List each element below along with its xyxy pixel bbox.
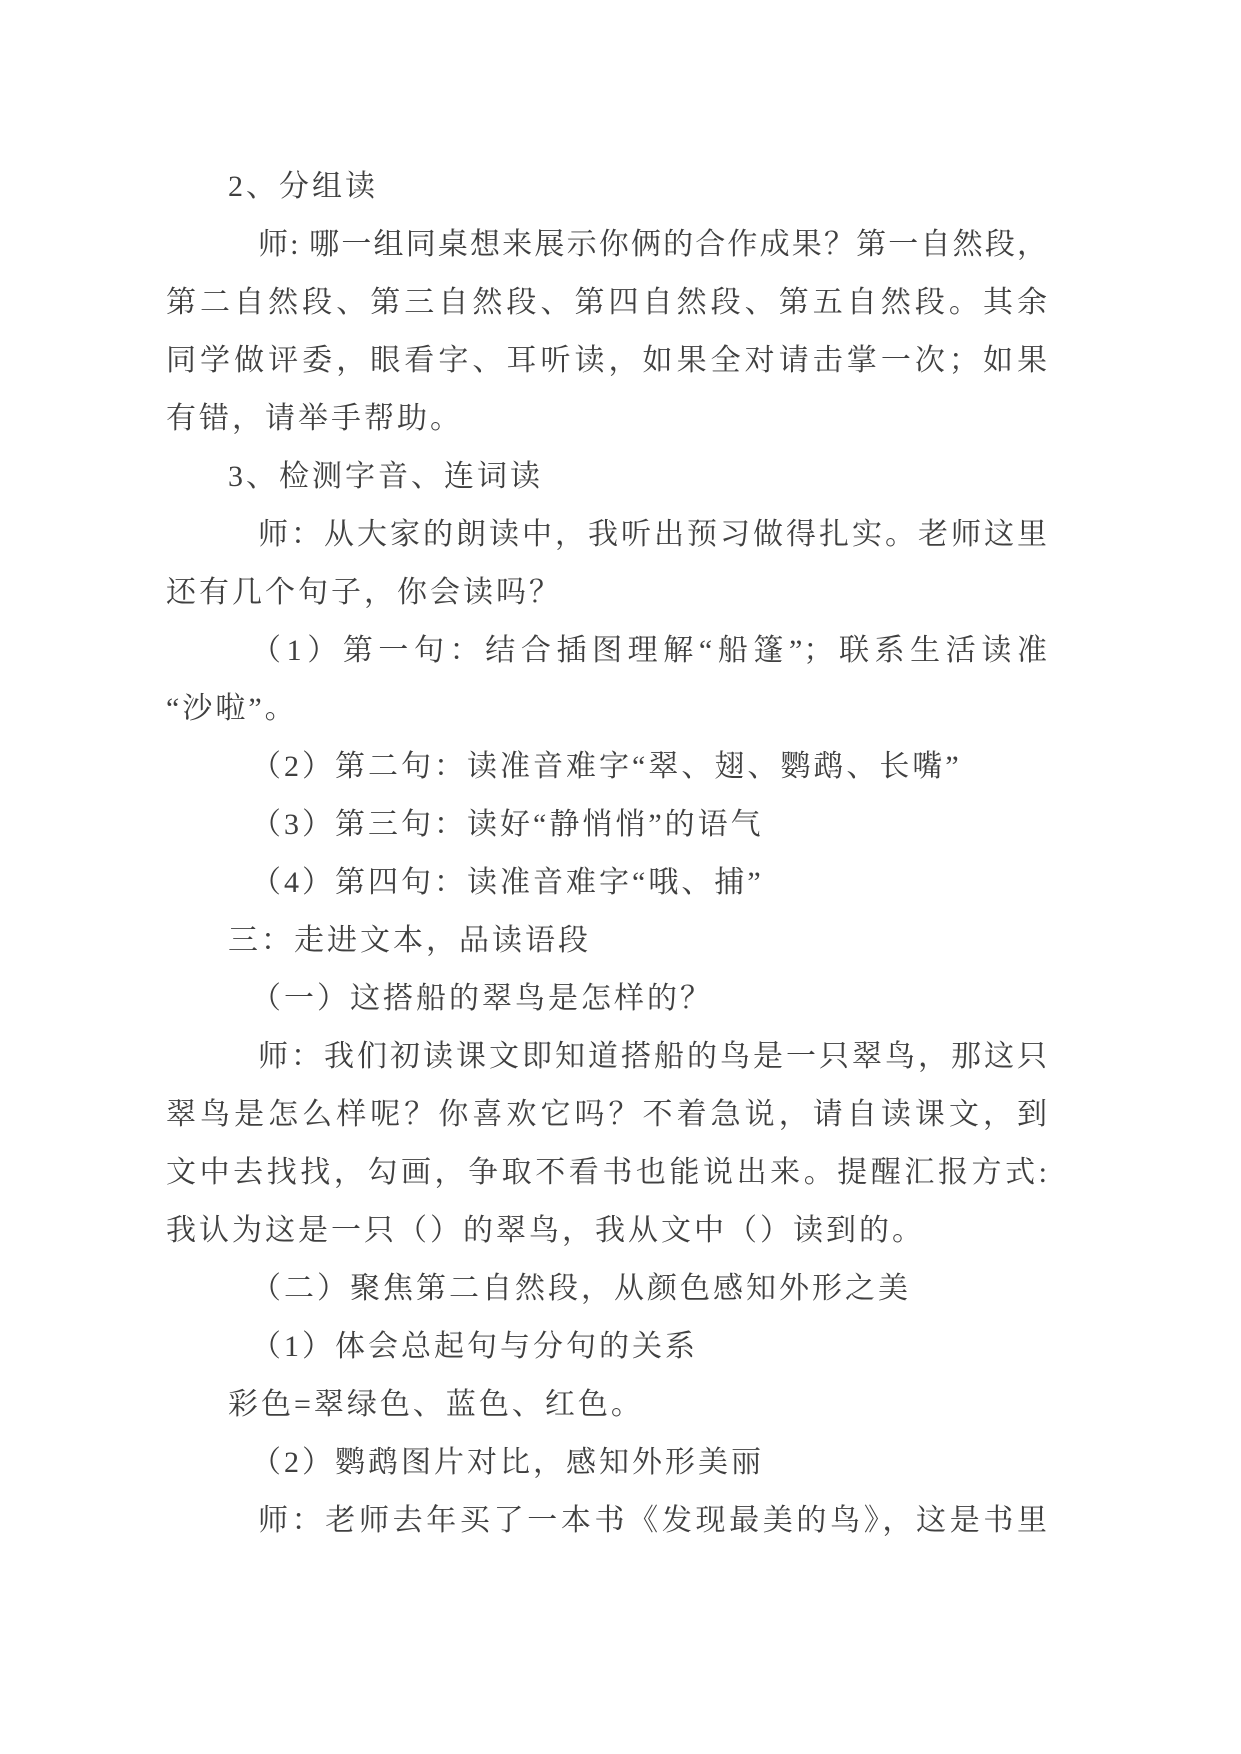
text-line: （4）第四句：读准音难字“哦、捕” bbox=[251, 866, 764, 899]
text-line: 师：我们初读课文即知道搭船的鸟是一只翠鸟，那这只 bbox=[258, 1040, 1048, 1073]
text-line: （2）第二句：读准音难字“翠、翅、鹦鹉、长嘴” bbox=[251, 750, 962, 783]
text-line: 还有几个句子，你会读吗？ bbox=[166, 576, 562, 609]
text-line: 师: 哪一组同桌想来展示你俩的合作成果？第一自然段， bbox=[258, 228, 1048, 261]
text-line: 有错，请举手帮助。 bbox=[166, 402, 463, 435]
text-line: （一）这搭船的翠鸟是怎样的？ bbox=[251, 982, 713, 1015]
text-line: 师：从大家的朗读中，我听出预习做得扎实。老师这里 bbox=[258, 518, 1048, 551]
text-line: 我认为这是一只（）的翠鸟，我从文中（）读到的。 bbox=[166, 1214, 925, 1247]
text-line: 三：走进文本，品读语段 bbox=[228, 924, 591, 957]
text-line: 3、检测字音、连词读 bbox=[228, 460, 543, 493]
text-line: 师：老师去年买了一本书《发现最美的鸟》，这是书里 bbox=[258, 1504, 1048, 1537]
text-body bbox=[166, 158, 1048, 1550]
text-line: （1）第一句：结合插图理解“船篷”；联系生活读准 bbox=[251, 634, 1048, 667]
text-line: （二）聚焦第二自然段，从颜色感知外形之美 bbox=[251, 1272, 911, 1305]
text-line: 同学做评委，眼看字、耳听读，如果全对请击掌一次；如果 bbox=[166, 344, 1048, 377]
text-line: 翠鸟是怎么样呢？你喜欢它吗？不着急说，请自读课文，到 bbox=[166, 1098, 1048, 1131]
text-line: 第二自然段、第三自然段、第四自然段、第五自然段。其余 bbox=[166, 286, 1048, 319]
text-line: 文中去找找，勾画，争取不看书也能说出来。提醒汇报方式: bbox=[166, 1156, 1048, 1189]
text-line: （1）体会总起句与分句的关系 bbox=[251, 1330, 698, 1363]
text-line: 2、分组读 bbox=[228, 170, 378, 203]
text-line: “沙啦”。 bbox=[166, 692, 298, 725]
text-line: 彩色=翠绿色、蓝色、红色。 bbox=[228, 1388, 644, 1421]
text-line: （3）第三句：读好“静悄悄”的语气 bbox=[251, 808, 764, 841]
text-line: （2）鹦鹉图片对比，感知外形美丽 bbox=[251, 1446, 764, 1479]
